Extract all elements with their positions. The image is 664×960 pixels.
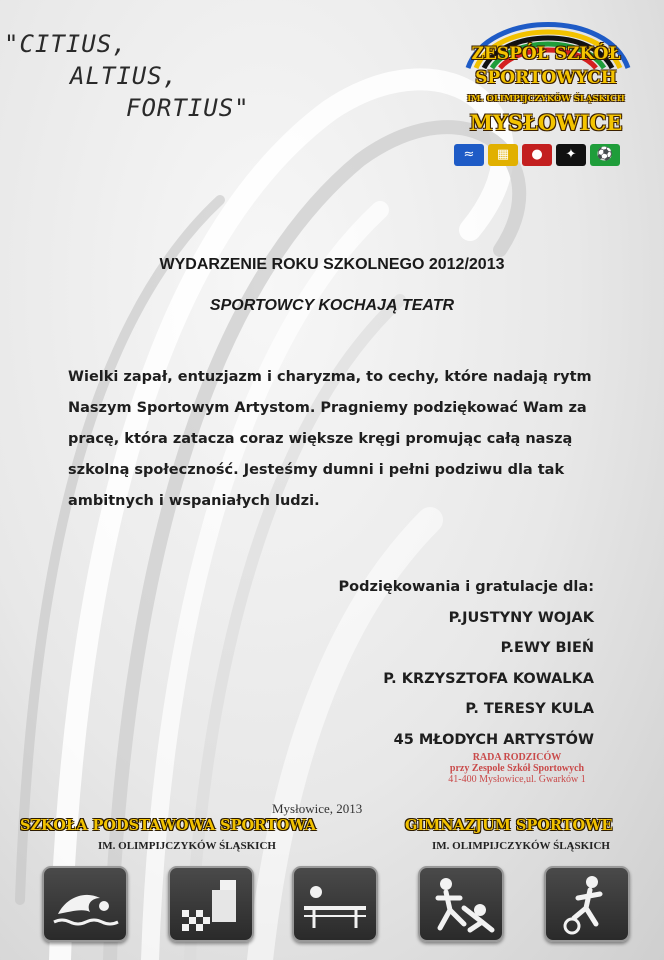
body-line: Naszym Sportowym Artystom. Pragniemy podziękować Wam za: [68, 400, 587, 416]
body-line: ambitnych i wspaniałych ludzi.: [68, 493, 320, 509]
olympic-motto: [0, 28, 250, 124]
logo-line-4: MYSŁOWICE: [469, 110, 623, 135]
place-date: Mysłowice, 2013: [272, 801, 363, 816]
body-line: pracę, która zatacza coraz większe kręgi promując całą naszą: [68, 431, 573, 447]
event-heading: WYDARZENIE ROKU SZKOLNEGO 2012/2013: [159, 256, 505, 273]
logo-line-2: SPORTOWYCH: [475, 68, 617, 88]
motto-line-2: ALTIUS,: [70, 62, 179, 90]
parents-council-stamp: [432, 752, 602, 785]
recipient: P. TERESY KULA: [465, 701, 594, 717]
school-logo: [448, 10, 644, 168]
stamp-line-1: RADA RODZICÓW: [472, 752, 562, 763]
logo-line-1: ZESPÓŁ SZKÓŁ: [471, 44, 621, 64]
logo-table-tennis-icon: ●: [522, 144, 552, 166]
recipient: 45 MŁODYCH ARTYSTÓW: [393, 731, 594, 748]
logo-track-icon: ▦: [488, 144, 518, 166]
recipient: P.JUSTYNY WOJAK: [448, 609, 594, 626]
judo-icon: [418, 866, 504, 942]
logo-football-icon: ⚽: [590, 144, 620, 166]
logo-line-3: IM. OLIMPIJCZYKÓW ŚLĄSKICH: [467, 94, 625, 104]
event-subheading: SPORTOWCY KOCHAJĄ TEATR: [209, 297, 455, 314]
middle-school-subtitle: IM. OLIMPIJCZYKÓW ŚLĄSKICH: [432, 840, 610, 852]
swimming-icon: [42, 866, 128, 942]
body-line: szkolną społeczność. Jesteśmy dumni i pełni podziwu dla tak: [68, 462, 565, 478]
thanks-block: [339, 572, 594, 755]
middle-school-banner: GIMNAZJUM SPORTOWE: [405, 817, 613, 834]
football-icon: [544, 866, 630, 942]
recipient: P.EWY BIEŃ: [500, 640, 594, 656]
motto-line-3: FORTIUS": [126, 94, 250, 122]
table-tennis-icon: [292, 866, 378, 942]
logo-judo-icon: ✦: [556, 144, 586, 166]
body-line: Wielki zapał, entuzjazm i charyzma, to cechy, które nadają rytm: [68, 369, 592, 385]
logo-swimming-icon: ≈: [454, 144, 484, 166]
recipient: P. KRZYSZTOFA KOWALKA: [383, 670, 594, 687]
thanks-intro: Podziękowania i gratulacje dla:: [338, 579, 594, 595]
stamp-line-3: 41-400 Mysłowice,ul. Gwarków 1: [448, 774, 586, 785]
athletics-track-icon: [168, 866, 254, 942]
primary-school-subtitle: IM. OLIMPIJCZYKÓW ŚLĄSKICH: [98, 840, 276, 852]
primary-school-banner: SZKOŁA PODSTAWOWA SPORTOWA: [20, 817, 316, 834]
logo-sport-icons: [454, 144, 620, 166]
body-paragraph: [68, 362, 604, 517]
stamp-line-2: przy Zespole Szkół Sportowych: [449, 763, 585, 774]
motto-line-1: "CITIUS,: [4, 30, 128, 58]
